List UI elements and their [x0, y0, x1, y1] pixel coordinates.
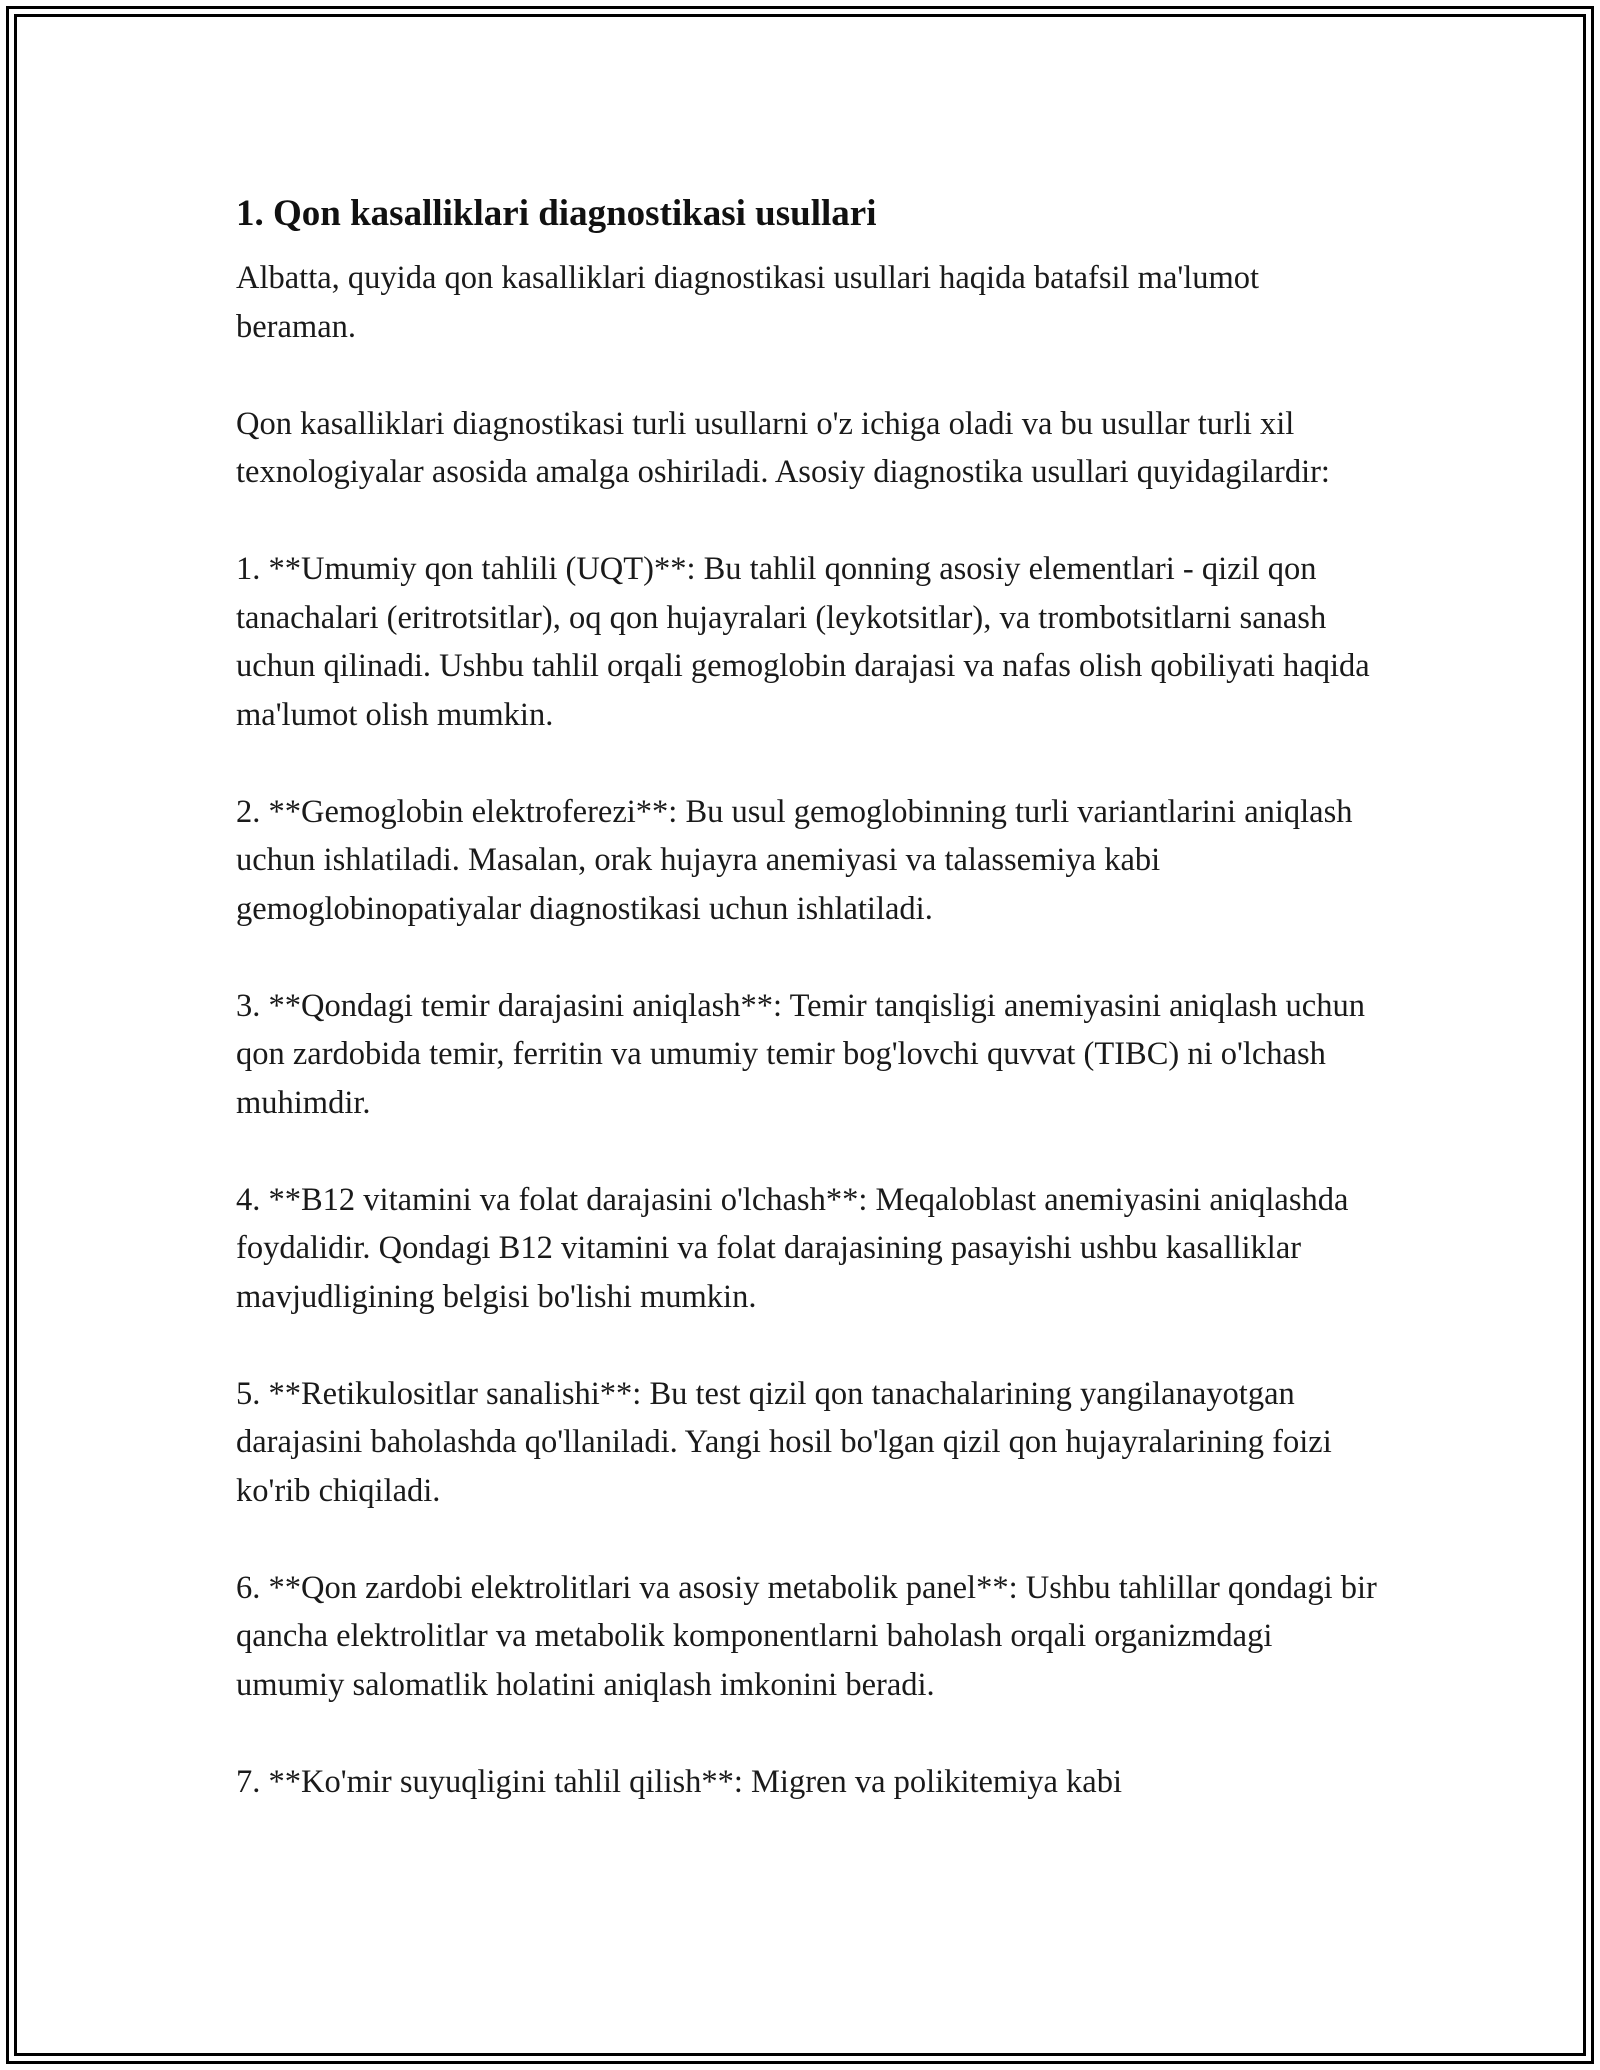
document-title: 1. Qon kasalliklari diagnostikasi usullari [236, 193, 877, 234]
list-item-gemoglobin-elektroferezi: 2. **Gemoglobin elektroferezi**: Bu usul gemoglobinning turli variantlarini aniqlash uchun ishlatiladi. Masalan, orak hujayra anemiyasi va talassemiya kabi gemoglobinopatiyalar diagnostikasi uchun ishlatiladi. [236, 793, 1353, 927]
list-item-temir-darajasi: 3. **Qondagi temir darajasini aniqlash**: Temir tanqisligi anemiyasini aniqlash uchun qon zardobida temir, ferritin va umumiy temir bog'lovchi quvvat (TIBC) ni o'lchash muhimdir. [236, 987, 1365, 1121]
list-item-metabolik-panel: 6. **Qon zardobi elektrolitlari va asosiy metabolik panel**: Ushbu tahlillar qondagi bir qancha elektrolitlar va metabolik komponentlarni baholash orqali organizmdagi umumiy salomatlik holatini aniqlash imkonini beradi. [236, 1569, 1377, 1703]
overview-paragraph: Qon kasalliklari diagnostikasi turli usullarni o'z ichiga oladi va bu usullar turli xil texnologiyalar asosida amalga oshiriladi. Asosiy diagnostika usullari quyidagilardir: [236, 405, 1330, 490]
document-body [236, 188, 1386, 1806]
list-item-b12-folat: 4. **B12 vitamini va folat darajasini o'lchash**: Meqaloblast anemiyasini aniqlashda foydalidir. Qondagi B12 vitamini va folat darajasining pasayishi ushbu kasalliklar mavjudligining belgisi bo'lishi mumkin. [236, 1181, 1349, 1315]
list-item-komir-suyuqligi: 7. **Ko'mir suyuqligini tahlil qilish**: Migren va polikitemiya kabi [236, 1763, 1122, 1800]
list-item-umumiy-qon-tahlili: 1. **Umumiy qon tahlili (UQT)**: Bu tahlil qonning asosiy elementlari - qizil qon tanachalari (eritrotsitlar), oq qon hujayralari (leykotsitlar), va trombotsitlarni sanash uchun qilinadi. Ushbu tahlil orqali gemoglobin darajasi va nafas olish qobiliyati haqida ma'lumot olish mumkin. [236, 551, 1370, 733]
list-item-retikulositlar: 5. **Retikulositlar sanalishi**: Bu test qizil qon tanachalarining yangilanayotgan darajasini baholashda qo'llaniladi. Yangi hosil bo'lgan qizil qon hujayralarining foizi ko'rib chiqiladi. [236, 1375, 1332, 1509]
intro-paragraph: Albatta, quyida qon kasalliklari diagnostikasi usullari haqida batafsil ma'lumot beraman. [236, 260, 1260, 345]
